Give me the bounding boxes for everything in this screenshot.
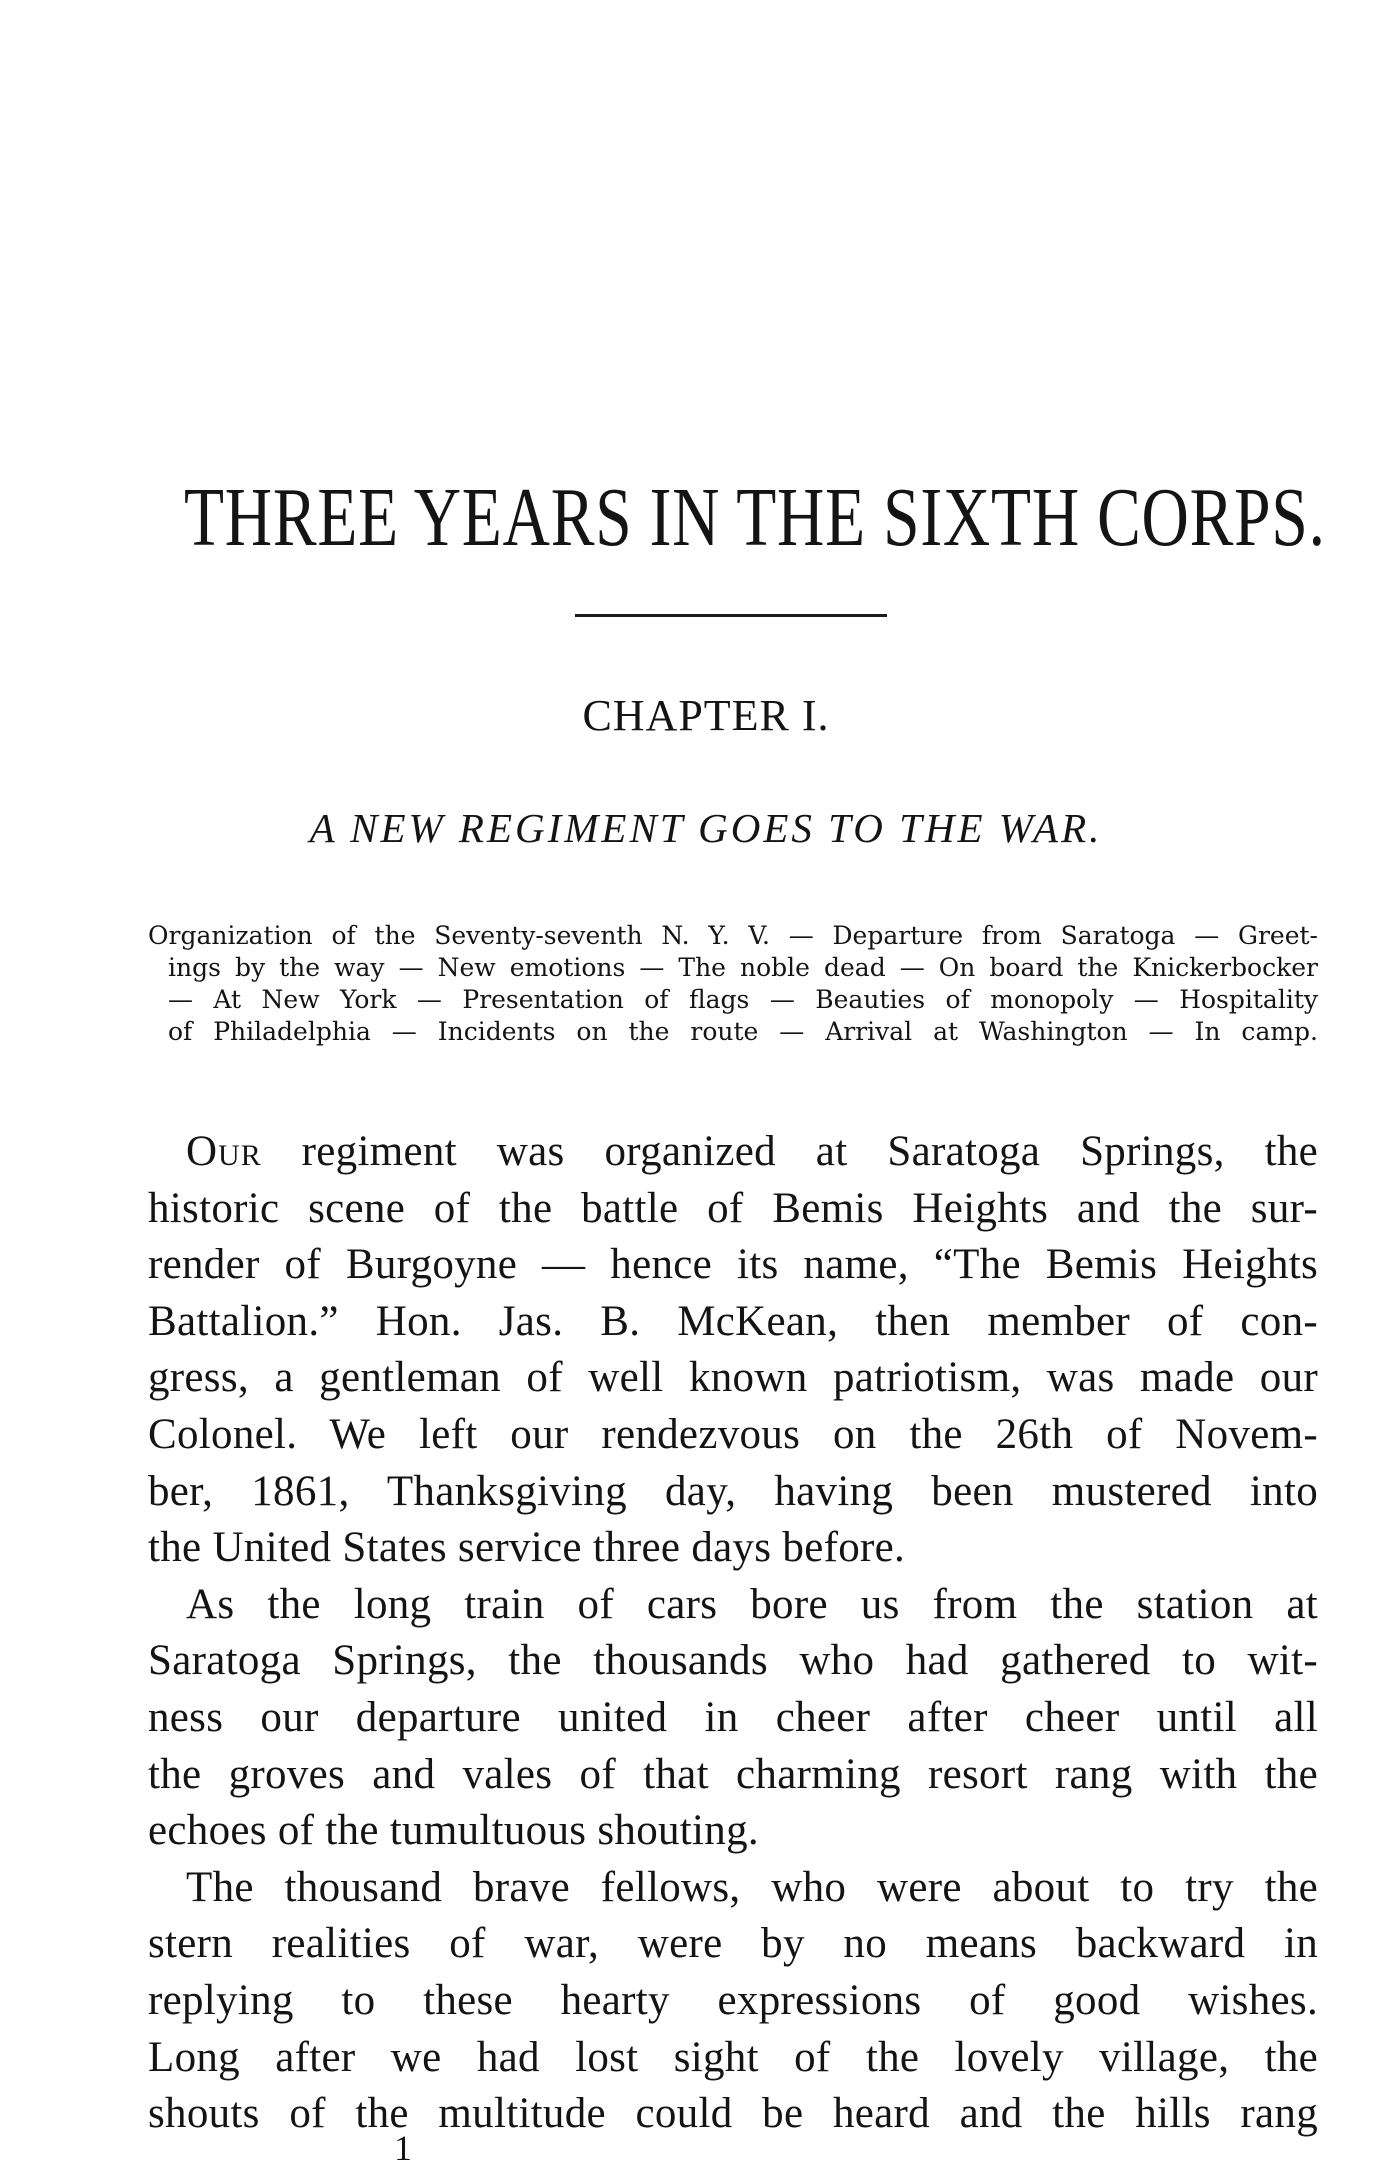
running-title: THREE YEARS IN THE SIXTH CORPS. (184, 471, 1326, 564)
body-line: ness our departure united in cheer after cheer until all (148, 1693, 1318, 1741)
body-line: Colonel. We left our rendezvous on the 26th of Novem- (148, 1410, 1318, 1458)
body-line: As the long train of cars bore us from the station at (186, 1580, 1318, 1628)
chapter-title: A NEW REGIMENT GOES TO THE WAR. (309, 805, 1103, 851)
chapter-synopsis (148, 920, 1318, 1048)
body-line (186, 1124, 1318, 1181)
body-line: The thousand brave fellows, who were about to try the (186, 1863, 1318, 1911)
body-line: shouts of the multitude could be heard and the hills rang (148, 2090, 1318, 2138)
page-number: 1 (394, 2128, 412, 2168)
body-line: ber, 1861, Thanksgiving day, having been mustered into (148, 1467, 1318, 1515)
body-line: stern realities of war, were by no means backward in (148, 1920, 1318, 1968)
chapter-body (148, 1124, 1318, 2143)
body-line: historic scene of the battle of Bemis Heights and the sur- (148, 1184, 1318, 1232)
chapter-heading: CHAPTER I. (582, 691, 830, 740)
body-line: the United States service three days before. (148, 1524, 906, 1572)
synopsis-line: ings by the way — New emotions — The noble dead — On board the Knickerbocker (168, 953, 1318, 982)
body-line-text: regiment was organized at Saratoga Springs, the (261, 1128, 1318, 1175)
body-line: Battalion.” Hon. Jas. B. McKean, then member of con- (148, 1297, 1318, 1345)
synopsis-line: — At New York — Presentation of flags — Beauties of monopoly — Hospitality (168, 985, 1318, 1014)
body-line: replying to these hearty expressions of good wishes. (148, 1976, 1318, 2024)
body-line: echoes of the tumultuous shouting. (148, 1807, 759, 1855)
synopsis-line: of Philadelphia — Incidents on the route — Arrival at Washington — In camp. (168, 1017, 1318, 1046)
body-line: the groves and vales of that charming resort rang with the (148, 1750, 1318, 1798)
opening-word: Our (186, 1128, 262, 1175)
synopsis-line: Organization of the Seventy-seventh N. Y. V. — Departure from Saratoga — Greet- (148, 921, 1318, 950)
title-divider (575, 614, 887, 617)
body-line: Saratoga Springs, the thousands who had gathered to wit- (148, 1637, 1318, 1685)
body-line: Long after we had lost sight of the lovely village, the (148, 2033, 1318, 2081)
body-line: gress, a gentleman of well known patriotism, was made our (148, 1354, 1318, 1402)
body-line: render of Burgoyne — hence its name, “The Bemis Heights (148, 1241, 1318, 1289)
